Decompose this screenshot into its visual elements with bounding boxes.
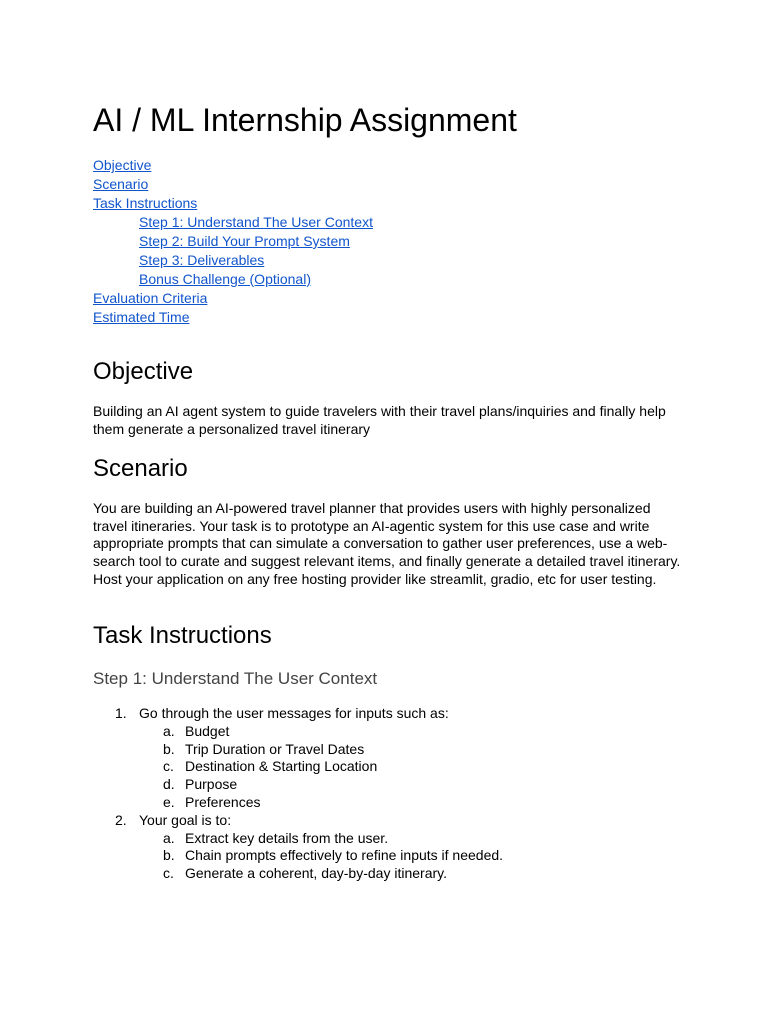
toc-item-step-2	[93, 232, 373, 251]
list-item-text: Your goal is to:	[139, 811, 232, 828]
toc-link-step-1[interactable]: Step 1: Understand The User Context	[139, 214, 373, 230]
table-of-contents	[93, 156, 373, 327]
sub-list-item-text: Trip Duration or Travel Dates	[185, 740, 365, 757]
toc-link-bonus-challenge[interactable]: Bonus Challenge (Optional)	[139, 271, 311, 287]
sub-list-item-letter: c.	[163, 758, 174, 775]
scenario-heading: Scenario	[93, 455, 188, 482]
sub-list-item-letter: b.	[163, 847, 175, 864]
task-instructions-heading: Task Instructions	[93, 622, 272, 649]
sub-list-item-text: Budget	[185, 722, 230, 739]
sub-list-item-letter: d.	[163, 776, 175, 793]
toc-item-step-1	[93, 213, 373, 232]
sub-list-item-text: Chain prompts effectively to refine inputs if needed.	[185, 847, 504, 864]
toc-item-estimated-time	[93, 308, 373, 327]
toc-item-objective	[93, 156, 373, 175]
toc-link-step-2[interactable]: Step 2: Build Your Prompt System	[139, 233, 350, 249]
objective-body: Building an AI agent system to guide travelers with their travel plans/inquiries and finally help them generate a personalized travel itinerary	[93, 403, 666, 437]
toc-link-scenario[interactable]: Scenario	[93, 176, 149, 192]
sub-list-item-letter: a.	[163, 829, 175, 846]
list-item-number: 1.	[115, 705, 127, 721]
toc-link-evaluation-criteria[interactable]: Evaluation Criteria	[93, 290, 208, 306]
sub-list-item-letter: a.	[163, 722, 175, 739]
toc-item-scenario	[93, 175, 373, 194]
toc-item-evaluation-criteria	[93, 289, 373, 308]
sub-list-item-letter: b.	[163, 740, 175, 757]
sub-list-item-text: Generate a coherent, day-by-day itinerary.	[185, 865, 447, 882]
document-title: AI / ML Internship Assignment	[93, 102, 517, 138]
toc-link-task-instructions[interactable]: Task Instructions	[93, 195, 198, 211]
list-item-number: 2.	[115, 811, 127, 828]
sub-list-item-text: Extract key details from the user.	[185, 829, 389, 846]
sub-list-item-text: Preferences	[185, 793, 261, 810]
toc-link-estimated-time[interactable]: Estimated Time	[93, 309, 190, 325]
toc-item-step-3	[93, 251, 373, 270]
sub-list-item-letter: e.	[163, 793, 175, 810]
scenario-body: You are building an AI-powered travel planner that provides users with highly personalized travel itineraries. Your task is to prototype an AI-agentic system for this use case and write appropriate prompts that can simulate a conversation to gather user preferences, use a web-search tool to curate and suggest relevant items, and finally generate a detailed travel itinerary. Host your application on any free hosting provider like streamlit, gradio, etc for user testing.	[93, 500, 681, 587]
list-item-text: Go through the user messages for inputs such as:	[139, 705, 449, 721]
sub-list-item-letter: c.	[163, 865, 174, 882]
toc-link-step-3[interactable]: Step 3: Deliverables	[139, 252, 265, 268]
objective-heading: Objective	[93, 358, 194, 385]
step-1-heading: Step 1: Understand The User Context	[93, 669, 378, 688]
toc-item-task-instructions	[93, 194, 373, 213]
sub-list-item-text: Destination & Starting Location	[185, 758, 378, 775]
sub-list-item-text: Purpose	[185, 776, 238, 793]
toc-item-bonus-challenge	[93, 270, 373, 289]
toc-link-objective[interactable]: Objective	[93, 157, 152, 173]
